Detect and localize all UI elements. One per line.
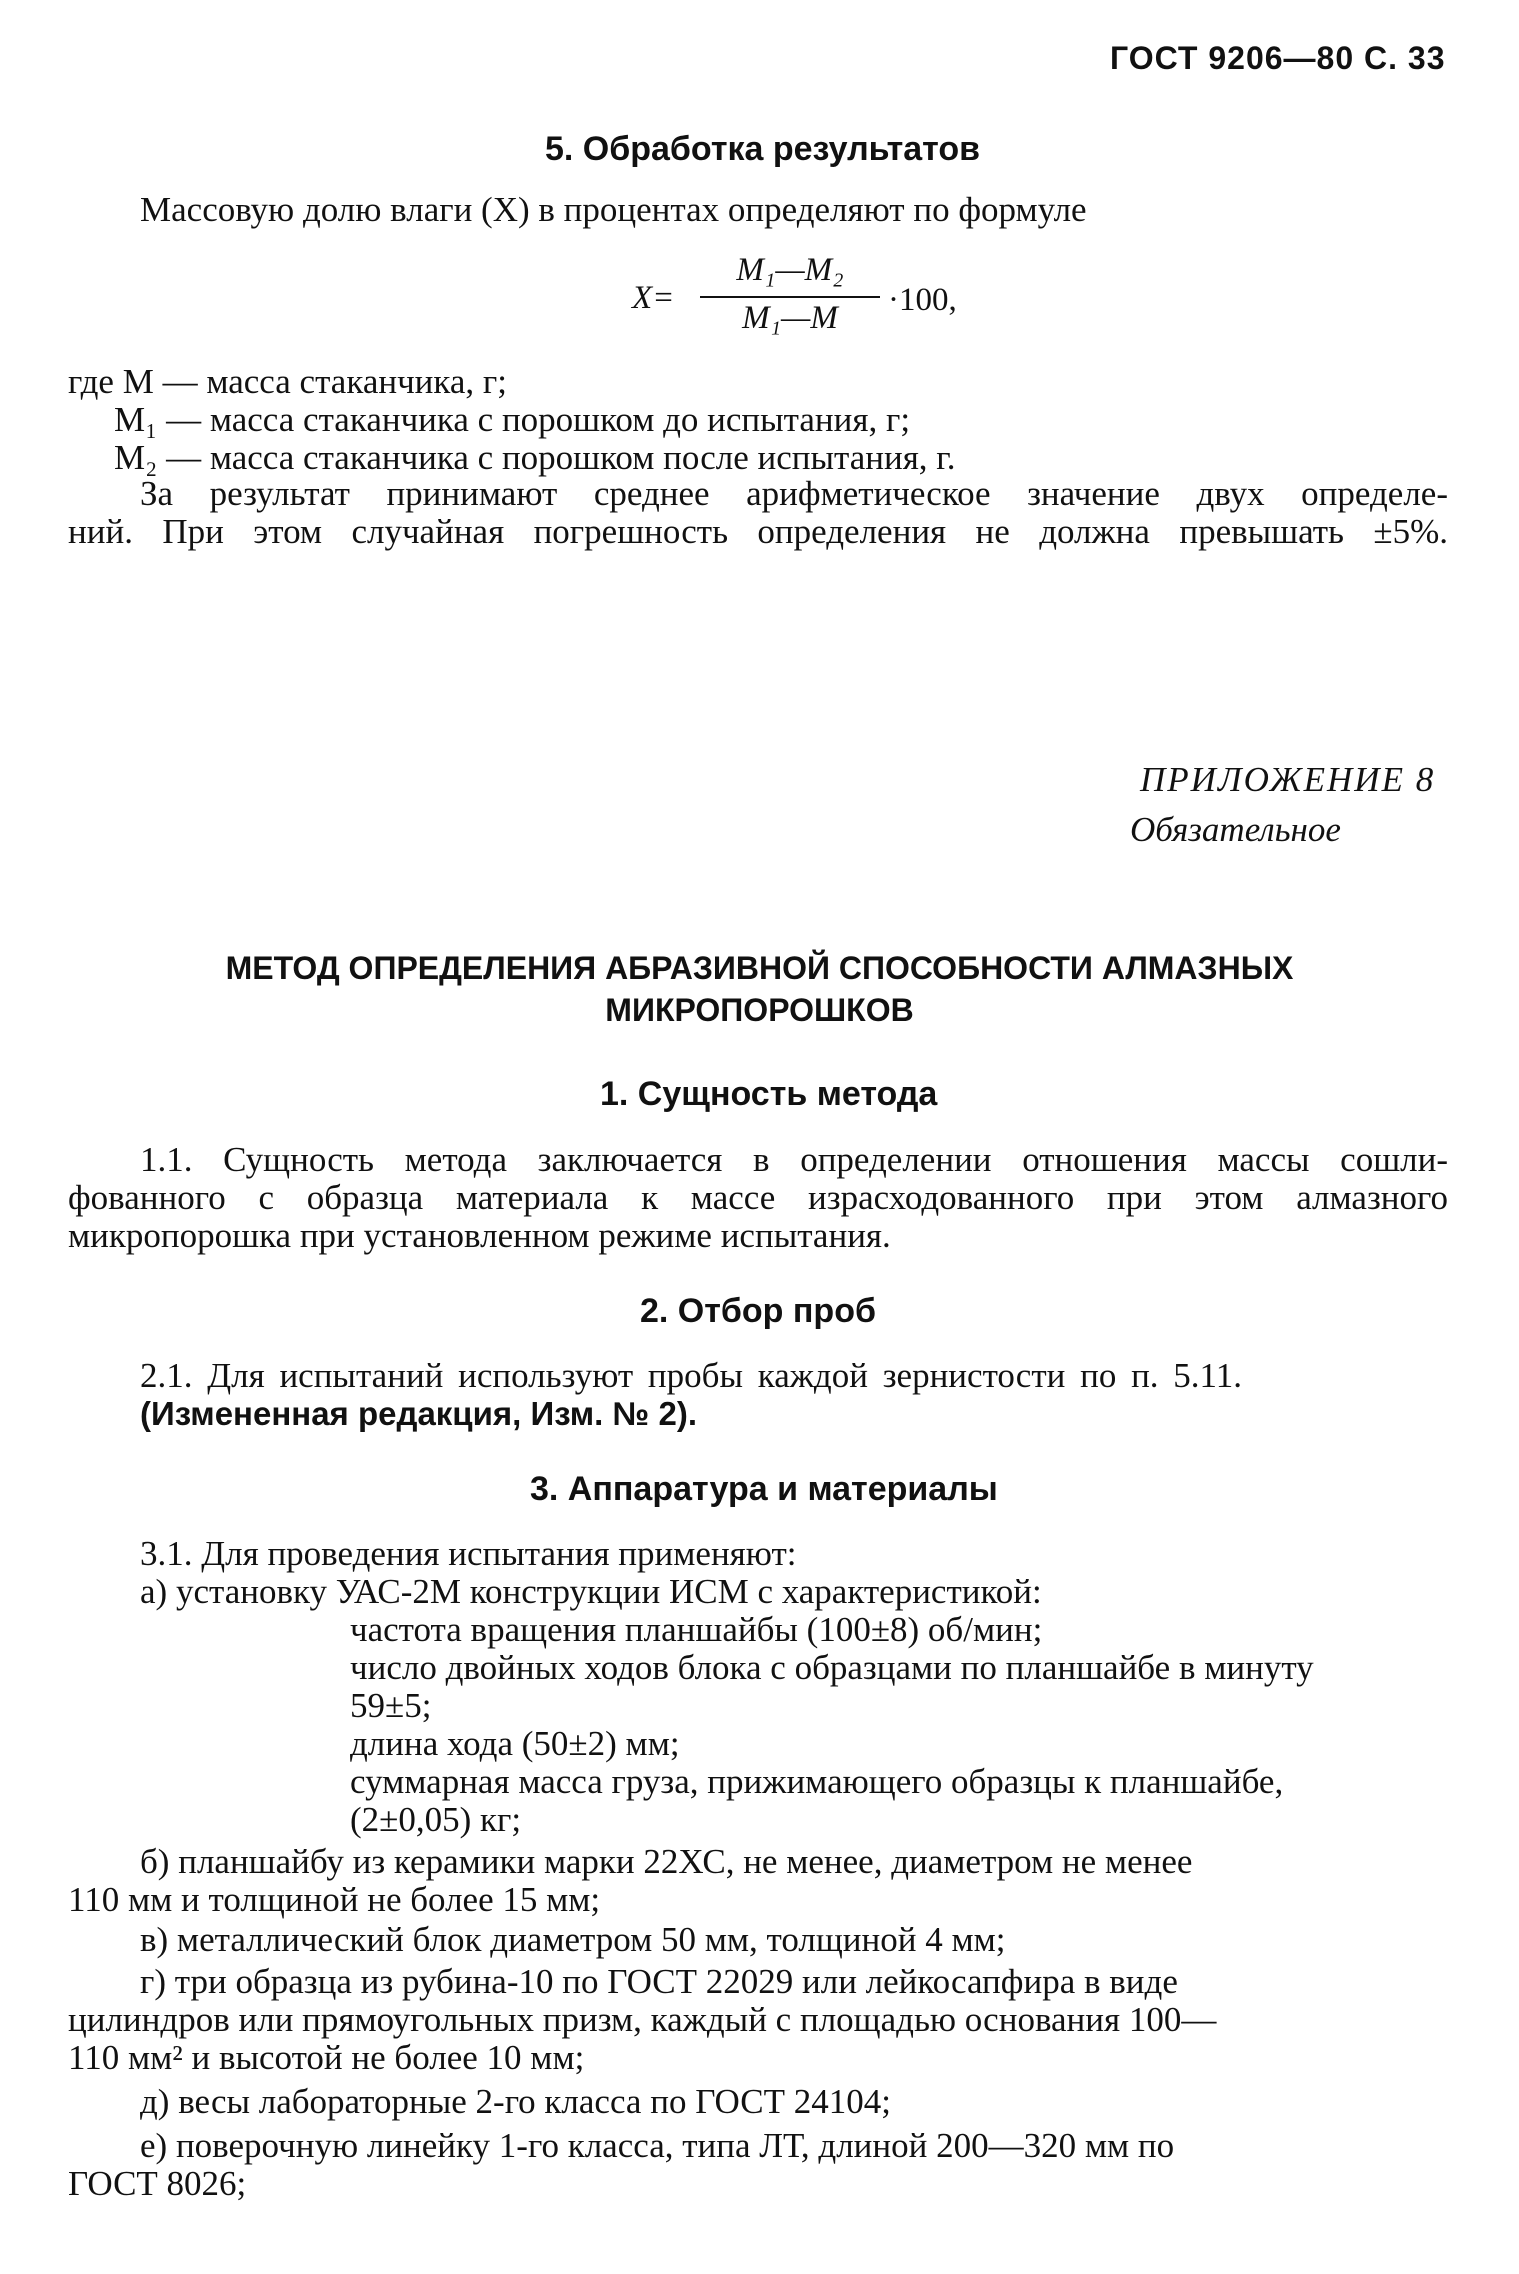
result-line-1: За результат принимают среднее арифметическое значение двух определе- — [140, 474, 1448, 513]
s3-a-detail-3: 59±5; — [350, 1686, 432, 1725]
page-header: ГОСТ 9206—80 С. 33 — [1110, 40, 1446, 76]
result-line-2: ний. При этом случайная погрешность определения не должна превышать ±5%. — [68, 512, 1448, 551]
where-line-2: M₁ — масса стаканчика с порошком до испытания, г; — [114, 400, 911, 439]
section-2-heading: 2. Отбор проб — [640, 1292, 876, 1330]
s3-item-g-line-1: г) три образца из рубина-10 по ГОСТ 22029 или лейкосапфира в виде — [140, 1962, 1178, 2001]
formula-fraction-line — [700, 296, 880, 298]
where-line-1: где M — масса стаканчика, г; — [68, 362, 508, 401]
s3-a-detail-6: (2±0,05) кг; — [350, 1800, 522, 1839]
formula-denominator: M₁—M — [742, 300, 838, 336]
s2-line-1: 2.1. Для испытаний используют пробы каждой зернистости по п. 5.11. — [140, 1356, 1243, 1395]
method-title-line-1: МЕТОД ОПРЕДЕЛЕНИЯ АБРАЗИВНОЙ СПОСОБНОСТИ АЛМАЗНЫХ — [225, 950, 1294, 986]
s3-item-a: а) установку УАС-2М конструкции ИСМ с характеристикой: — [140, 1572, 1042, 1611]
where-line-3: M₂ — масса стаканчика с порошком после испытания, г. — [114, 438, 956, 477]
s3-item-b-line-1: б) планшайбу из керамики марки 22ХС, не менее, диаметром не менее — [140, 1842, 1193, 1881]
s3-item-g-line-2: цилиндров или прямоугольных призм, каждый с площадью основания 100— — [68, 2000, 1217, 2039]
s3-a-detail-5: суммарная масса груза, прижимающего образцы к планшайбе, — [350, 1762, 1284, 1801]
section-3-heading: 3. Аппаратура и материалы — [530, 1470, 998, 1508]
s1-line-1: 1.1. Сущность метода заключается в определении отношения массы сошли- — [140, 1140, 1448, 1179]
s3-item-d: д) весы лабораторные 2-го класса по ГОСТ 24104; — [140, 2082, 891, 2121]
appendix-note: Обязательное — [1130, 810, 1341, 849]
s3-a-detail-1: частота вращения планшайбы (100±8) об/мин; — [350, 1610, 1043, 1649]
formula-numerator: M₁—M₂ — [736, 252, 844, 288]
s3-a-detail-4: длина хода (50±2) мм; — [350, 1724, 680, 1763]
section-5-heading: 5. Обработка результатов — [545, 130, 981, 168]
s3-item-e-line-1: е) поверочную линейку 1-го класса, типа ЛТ, длиной 200—320 мм по — [140, 2126, 1175, 2165]
s2-amendment: (Измененная редакция, Изм. № 2). — [140, 1395, 697, 1432]
section-1-heading: 1. Сущность метода — [600, 1075, 938, 1113]
s3-intro: 3.1. Для проведения испытания применяют: — [140, 1534, 797, 1573]
s3-item-e-line-2: ГОСТ 8026; — [68, 2164, 247, 2203]
formula-tail: ·100, — [888, 282, 957, 318]
s3-a-detail-2: число двойных ходов блока с образцами по планшайбе в минуту — [350, 1648, 1314, 1687]
section-5-intro: Массовую долю влаги (X) в процентах определяют по формуле — [140, 190, 1087, 229]
appendix-label: ПРИЛОЖЕНИЕ 8 — [1140, 760, 1436, 799]
s3-item-b-line-2: 110 мм и толщиной не более 15 мм; — [68, 1880, 601, 1919]
formula-lhs: X= — [632, 280, 675, 316]
s1-line-3: микропорошка при установленном режиме испытания. — [68, 1216, 891, 1255]
method-title-line-2: МИКРОПОРОШКОВ — [605, 992, 914, 1028]
s1-line-2: фованного с образца материала к массе израсходованного при этом алмазного — [68, 1178, 1448, 1217]
s3-item-g-line-3: 110 мм² и высотой не более 10 мм; — [68, 2038, 585, 2077]
s3-item-v: в) металлический блок диаметром 50 мм, толщиной 4 мм; — [140, 1920, 1006, 1959]
